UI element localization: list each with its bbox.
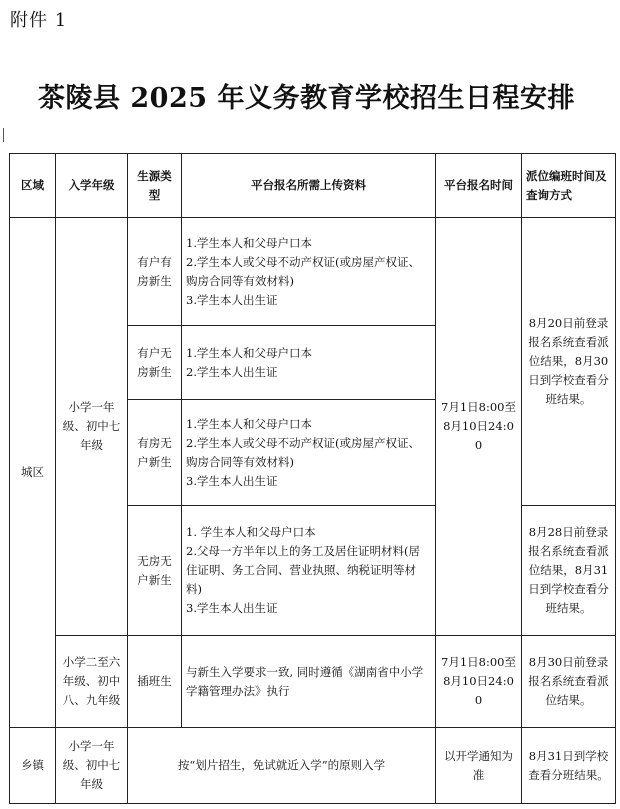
header-dispatch: 派位编班时间及查询方式 [522, 154, 616, 218]
table-row-cat1 [10, 218, 616, 326]
source-type-transfer: 插班生 [128, 636, 182, 728]
source-type-cat4: 无房无户新生 [128, 506, 182, 636]
header-area: 区域 [10, 154, 56, 218]
dispatch-2: 8月28日前登录报名系统查看派位结果，8月31日到学校查看分班结果。 [522, 506, 616, 636]
material-item: 1.学生本人和父母户口本 [186, 416, 312, 431]
reg-time-rural: 以开学通知为准 [436, 728, 522, 804]
materials-rural: 按“划片招生，免试就近入学”的原则入学 [128, 728, 436, 804]
reg-time-transfer: 7月1日8:00至8月10日24:00 [436, 636, 522, 728]
source-type-cat2: 有户无房新生 [128, 326, 182, 400]
header-materials: 平台报名所需上传资料 [182, 154, 436, 218]
grade-rural: 小学一年级、初中七年级 [56, 728, 128, 804]
grade-new: 小学一年级、初中七年级 [56, 218, 128, 636]
header-row [10, 154, 616, 218]
materials-cat2 [182, 326, 436, 400]
text-cursor-mark [3, 128, 4, 142]
material-item: 3.学生本人出生证 [186, 473, 278, 488]
material-item: 1. 学生本人和父母户口本 [186, 525, 316, 539]
source-type-cat1: 有户有房新生 [128, 218, 182, 326]
schedule-table [9, 153, 616, 804]
area-urban: 城区 [10, 218, 56, 728]
material-item: 1.学生本人和父母户口本 [186, 235, 312, 250]
material-item: 3.学生本人出生证 [186, 292, 278, 307]
attachment-label: 附件 1 [10, 10, 68, 31]
header-source: 生源类型 [128, 154, 182, 218]
header-grade: 入学年级 [56, 154, 128, 218]
materials-cat1 [182, 218, 436, 326]
material-item: 2.学生本人出生证 [186, 364, 278, 379]
materials-cat4 [182, 506, 436, 636]
grade-transfer: 小学二至六年级、初中八、九年级 [56, 636, 128, 728]
table-row-rural [10, 728, 616, 804]
materials-transfer: 与新生入学要求一致, 同时遵循《湖南省中小学学籍管理办法》执行 [182, 636, 436, 728]
material-item: 2.学生本人或父母不动产权证(或房屋产权证、购房合同等有效材料) [186, 435, 420, 469]
source-type-cat3: 有房无户新生 [128, 400, 182, 506]
material-item: 1.学生本人和父母户口本 [186, 345, 312, 360]
dispatch-rural: 8月31日到学校查看分班结果。 [522, 728, 616, 804]
dispatch-1: 8月20日前登录报名系统查看派位结果，8月30日到学校查看分班结果。 [522, 218, 616, 506]
material-item: 3.学生本人出生证 [186, 601, 278, 615]
area-rural: 乡镇 [10, 728, 56, 804]
table-row-transfer [10, 636, 616, 728]
material-item: 2.学生本人或父母不动产权证(或房屋产权证、购房合同等有效材料) [186, 254, 420, 288]
page-title: 茶陵县 2025 年义务教育学校招生日程安排 [38, 83, 575, 114]
header-reg-time: 平台报名时间 [436, 154, 522, 218]
material-item: 2.父母一方半年以上的务工及居住证明材料(居住证明、务工合同、营业执照、纳税证明等材料) [186, 544, 420, 596]
reg-time-new: 7月1日8:00至8月10日24:00 [436, 218, 522, 636]
materials-cat3 [182, 400, 436, 506]
dispatch-transfer: 8月30日前登录报名系统查看派位结果。 [522, 636, 616, 728]
